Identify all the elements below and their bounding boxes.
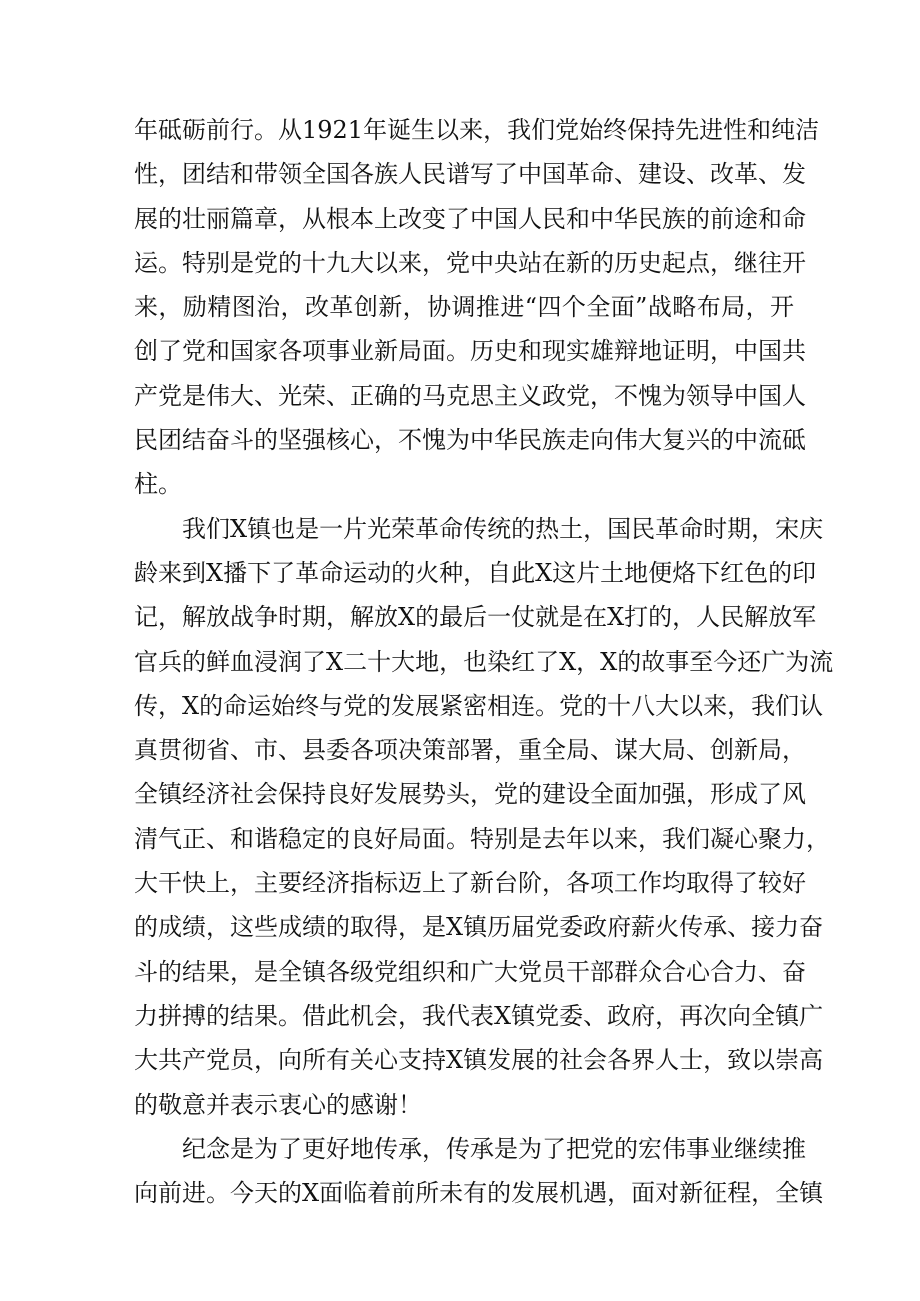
text-line: 运。特别是党的十九大以来，党中央站在新的历史起点，继往开 bbox=[134, 248, 806, 277]
text-line: 的成绩，这些成绩的取得，是X镇历届党委政府薪火传承、接力奋 bbox=[134, 913, 824, 942]
text-line: 全镇经济社会保持良好发展势头，党的建设全面加强，形成了风 bbox=[134, 780, 806, 809]
text-line: 展的壮丽篇章，从根本上改变了中国人民和中华民族的前途和命 bbox=[134, 204, 806, 233]
document-body bbox=[134, 108, 834, 1215]
text-line: 纪念是为了更好地传承，传承是为了把党的宏伟事业继续推 bbox=[182, 1134, 806, 1163]
text-line: 年砥砺前行。从1921年诞生以来，我们党始终保持先进性和纯洁 bbox=[134, 116, 820, 144]
text-line: 向前进。今天的X面临着前所未有的发展机遇，面对新征程，全镇 bbox=[134, 1179, 824, 1208]
text-line: 力拼搏的结果。借此机会，我代表X镇党委、政府，再次向全镇广 bbox=[134, 1001, 824, 1030]
text-line: 斗的结果，是全镇各级党组织和广大党员干部群众合心合力、奋 bbox=[134, 957, 806, 986]
text-line: 创了党和国家各项事业新局面。历史和现实雄辩地证明，中国共 bbox=[134, 337, 806, 366]
text-line: 来，励精图治，改革创新，协调推进“四个全面”战略布局，开 bbox=[134, 293, 794, 322]
text-line: 龄来到X播下了革命运动的火种，自此X这片土地便烙下红色的印 bbox=[134, 558, 817, 587]
text-line: 我们X镇也是一片光荣革命传统的热土，国民革命时期，宋庆 bbox=[182, 514, 824, 543]
text-line: 大共产党员，向所有关心支持X镇发展的社会各界人士，致以崇高 bbox=[134, 1046, 824, 1075]
text-line: 大干快上，主要经济指标迈上了新台阶，各项工作均取得了较好 bbox=[134, 869, 806, 898]
text-line: 柱。 bbox=[134, 470, 182, 499]
text-line: 官兵的鲜血浸润了X二十大地，也染红了X，X的故事至今还广为流 bbox=[134, 647, 834, 676]
text-line: 产党是伟大、光荣、正确的马克思主义政党，不愧为领导中国人 bbox=[134, 381, 806, 410]
text-line: 传，X的命运始终与党的发展紧密相连。党的十八大以来，我们认 bbox=[134, 691, 824, 720]
text-line: 性，团结和带领全国各族人民谱写了中国革命、建设、改革、发 bbox=[134, 160, 806, 189]
text-line: 清气正、和谐稳定的良好局面。特别是去年以来，我们凝心聚力， bbox=[134, 824, 830, 853]
text-line: 记，解放战争时期，解放X的最后一仗就是在X打的，人民解放军 bbox=[134, 603, 817, 632]
text-line: 的敬意并表示衷心的感谢！ bbox=[134, 1090, 422, 1119]
text-line: 真贯彻省、市、县委各项决策部署，重全局、谋大局、创新局， bbox=[134, 736, 806, 765]
text-line: 民团结奋斗的坚强核心，不愧为中华民族走向伟大复兴的中流砥 bbox=[134, 426, 806, 455]
